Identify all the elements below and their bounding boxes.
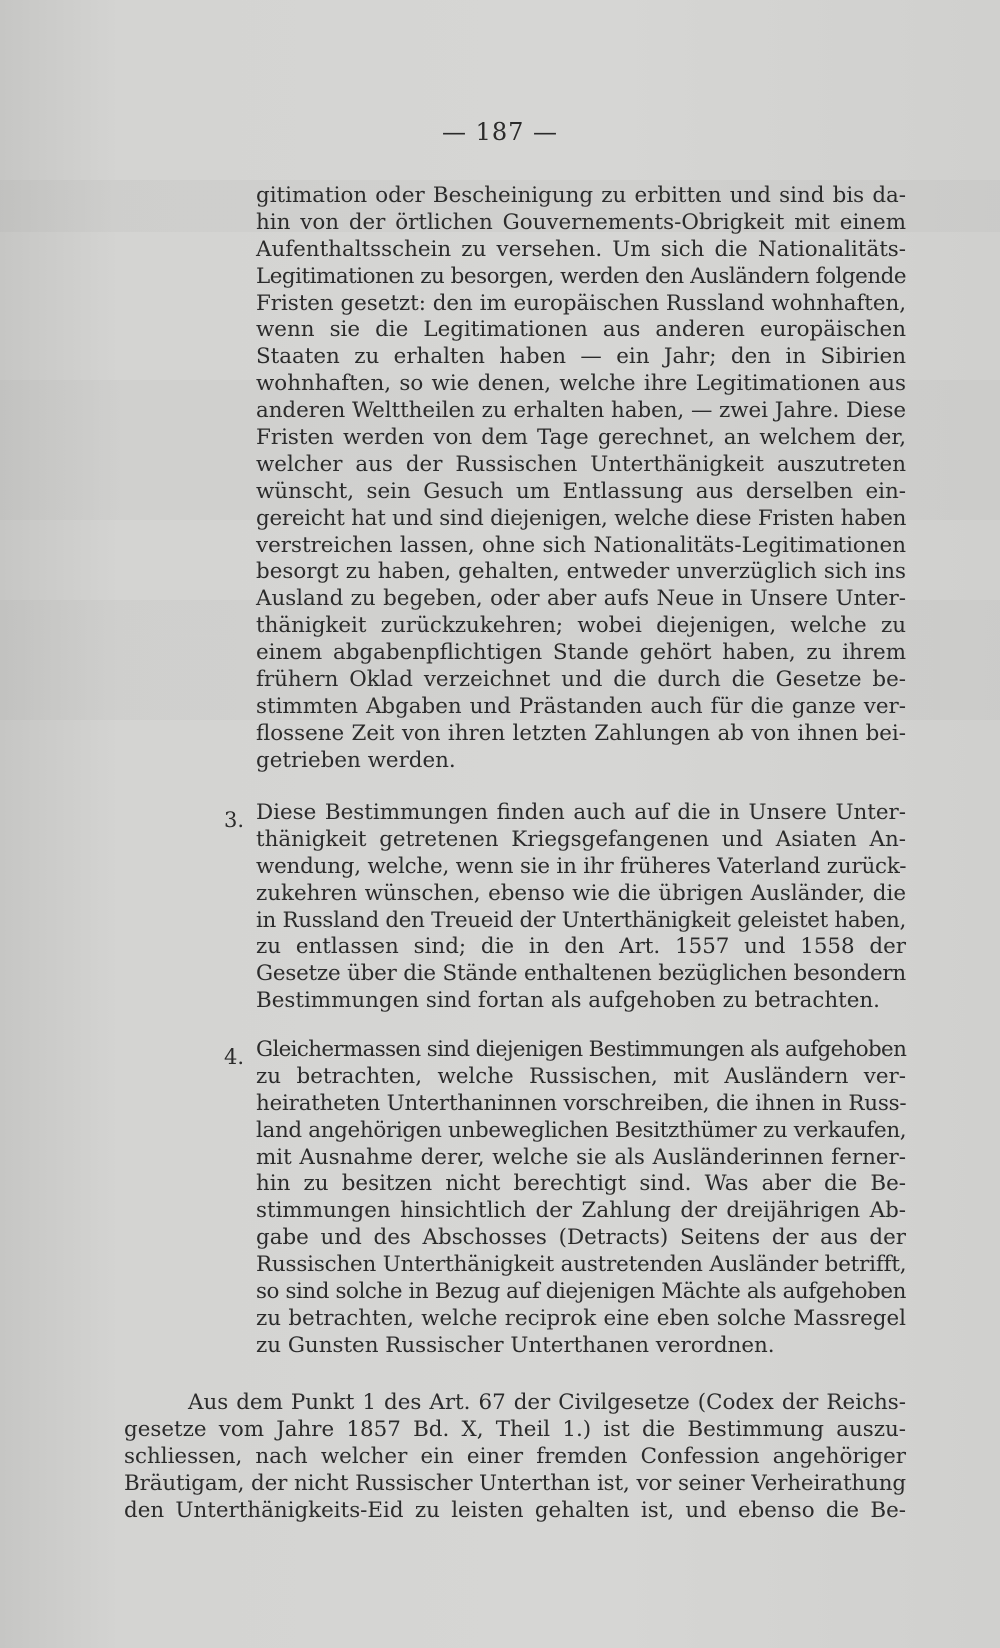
text-line: so sind solche in Bezug auf diejenigen Mächte als aufgehoben [256, 1279, 906, 1305]
text-line: Gesetze über die Stände enthaltenen bezüglichen besondern [256, 961, 906, 987]
text-line: in Russland den Treueid der Unterthänigkeit geleistet haben, [256, 907, 906, 933]
text-line: land angehörigen unbeweglichen Besitzthümer zu verkaufen, [256, 1117, 907, 1143]
text-line: Fristen gesetzt: den im europäischen Russland wohnhaften, [256, 290, 906, 316]
text-line: einem abgabenpflichtigen Stande gehört haben, zu ihrem [256, 640, 906, 666]
text-line: zu betrachten, welche Russischen, mit Ausländern ver- [256, 1063, 906, 1089]
item-number: 4. [224, 1045, 245, 1069]
text-line: wenn sie die Legitimationen aus anderen europäischen [256, 317, 906, 343]
text-line: welcher aus der Russischen Unterthänigkeit auszutreten [256, 451, 906, 477]
text-line: Bestimmungen sind fortan als aufgehoben zu betrachten. [256, 988, 880, 1014]
text-line: thänigkeit zurückzukehren; wobei diejenigen, welche zu [256, 613, 906, 639]
text-line: Staaten zu erhalten haben — ein Jahr; den in Sibirien [256, 344, 906, 370]
text-line: anderen Welttheilen zu erhalten haben, — zwei Jahre. Diese [256, 398, 906, 424]
text-line: Diese Bestimmungen finden auch auf die in Unsere Unter- [256, 800, 906, 825]
text-line: wohnhaften, so wie denen, welche ihre Legitimationen aus [256, 371, 906, 397]
text-line: getrieben werden. [256, 747, 456, 773]
text-line: gitimation oder Bescheinigung zu erbitten und sind bis da- [256, 183, 906, 208]
closing-paragraph [124, 1390, 906, 1524]
text-line: stimmungen hinsichtlich der Zahlung der dreijährigen Ab- [256, 1198, 906, 1224]
text-line: wünscht, sein Gesuch um Entlassung aus derselben ein- [256, 478, 906, 504]
text-line: zu Gunsten Russischer Unterthanen verordnen. [256, 1332, 775, 1358]
text-line: flossene Zeit von ihren letzten Zahlungen ab von ihnen bei- [256, 720, 906, 746]
text-line: hin zu besitzen nicht berechtigt sind. Was aber die Be- [256, 1171, 906, 1197]
text-line: wendung, welche, wenn sie in ihr früheres Vaterland zurück- [256, 853, 907, 879]
text-line: zu betrachten, welche reciprok eine eben solche Massregel [256, 1305, 906, 1331]
text-line: Legitimationen zu besorgen, werden den Ausländern folgende [256, 263, 907, 289]
text-line: Aufenthaltsschein zu versehen. Um sich die Nationalitäts- [256, 236, 906, 262]
text-line: besorgt zu haben, gehalten, entweder unverzüglich sich ins [256, 559, 906, 585]
text-line: Ausland zu begeben, oder aber aufs Neue in Unsere Unter- [256, 586, 906, 612]
text-line: Gleichermassen sind diejenigen Bestimmungen als aufgehoben [256, 1037, 907, 1062]
text-line: hin von der örtlichen Gouvernements-Obrigkeit mit einem [256, 209, 906, 235]
numbered-item-3 [256, 800, 906, 1015]
text-line: Aus dem Punkt 1 des Art. 67 der Civilgesetze (Codex der Reichs- [188, 1390, 906, 1415]
text-line: Fristen werden von dem Tage gerechnet, an welchem der, [256, 425, 906, 451]
text-line: stimmten Abgaben und Prästanden auch für die ganze ver- [256, 693, 906, 719]
text-line: verstreichen lassen, ohne sich Nationalitäts-Legitimationen [256, 532, 906, 558]
text-line: mit Ausnahme derer, welche sie als Ausländerinnen ferner- [256, 1144, 906, 1170]
text-line: zu entlassen sind; die in den Art. 1557 und 1558 der [256, 934, 906, 960]
numbered-item-4 [256, 1037, 906, 1360]
text-line: Bräutigam, der nicht Russischer Unterthan ist, vor seiner Verheirathung [124, 1470, 906, 1496]
text-line: schliessen, nach welcher ein einer fremden Confession angehöriger [124, 1443, 906, 1469]
continuation-paragraph [256, 183, 906, 775]
text-line: frühern Oklad verzeichnet und die durch die Gesetze be- [256, 667, 906, 693]
text-line: Russischen Unterthänigkeit austretenden Ausländer betrifft, [256, 1252, 907, 1278]
text-line: zukehren wünschen, ebenso wie die übrigen Ausländer, die [256, 880, 906, 906]
page-number: — 187 — [441, 118, 559, 146]
text-line: gabe und des Abschosses (Detracts) Seitens der aus der [256, 1225, 906, 1251]
text-line: thänigkeit getretenen Kriegsgefangenen und Asiaten An- [256, 826, 906, 852]
item-number: 3. [224, 808, 245, 832]
text-line: den Unterthänigkeits-Eid zu leisten gehalten ist, und ebenso die Be- [124, 1497, 906, 1523]
text-line: gesetze vom Jahre 1857 Bd. X, Theil 1.) ist die Bestimmung auszu- [124, 1416, 906, 1442]
text-line: gereicht hat und sind diejenigen, welche diese Fristen haben [256, 505, 907, 531]
text-line: heiratheten Unterthaninnen vorschreiben, die ihnen in Russ- [256, 1090, 907, 1116]
